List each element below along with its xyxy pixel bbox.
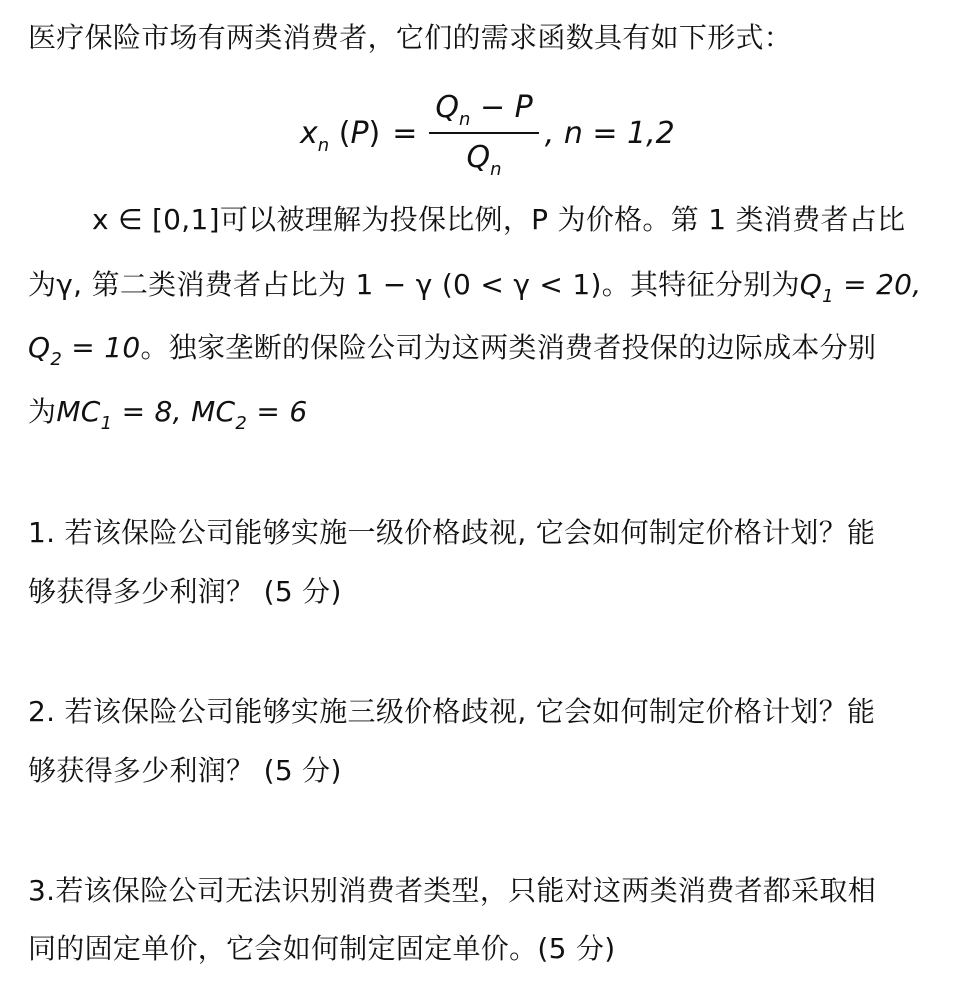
question-2-line-2: 够获得多少利润？ (5 分) [28, 754, 342, 787]
formula-equals: = [392, 115, 418, 151]
fraction-bar [429, 132, 538, 134]
fraction-denominator: $Q_n$ [466, 140, 502, 180]
mc2-symbol: $MC_2 = 6$ [191, 395, 308, 434]
paragraph-line-2: 为γ, 第二类消费者占比为 1 − γ (0 < γ < 1)。其特征分别为$Q_1 = 20$, [28, 268, 922, 307]
question-1-line-1: 1. 若该保险公司能够实施一级价格歧视, 它会如何制定价格计划？能 [28, 516, 876, 549]
paragraph-line-3: $Q_2 = 10$。独家垄断的保险公司为这两类消费者投保的边际成本分别 [28, 331, 877, 370]
intro-line: 医疗保险市场有两类消费者，它们的需求函数具有如下形式： [28, 21, 793, 54]
demand-formula [300, 78, 675, 188]
formula-index-range: , n = 1,2 [544, 115, 675, 151]
paragraph-line-1: x ∈ [0,1]可以被理解为投保比例，P 为价格。第 1 类消费者占比 [92, 203, 906, 236]
formula-fraction [429, 88, 538, 178]
question-2-line-1: 2. 若该保险公司能够实施三级价格歧视, 它会如何制定价格计划？能 [28, 695, 876, 728]
paragraph-line-4: 为$MC_1 = 8$, $MC_2 = 6$ [28, 395, 308, 434]
question-3-line-1: 3.若该保险公司无法识别消费者类型，只能对这两类消费者都采取相 [28, 874, 877, 907]
q1-symbol: $Q_1 = 20$, [799, 268, 922, 307]
question-3-line-2: 同的固定单价，它会如何制定固定单价。(5 分) [28, 932, 616, 965]
fraction-numerator: $Q_n - P$ [435, 90, 533, 130]
mc1-symbol: $MC_1 = 8$, [56, 395, 182, 434]
q2-symbol: $Q_2 = 10$ [28, 331, 141, 370]
question-1-line-2: 够获得多少利润？ (5 分) [28, 575, 342, 608]
formula-lhs: $x_n$ (P) [300, 115, 381, 156]
